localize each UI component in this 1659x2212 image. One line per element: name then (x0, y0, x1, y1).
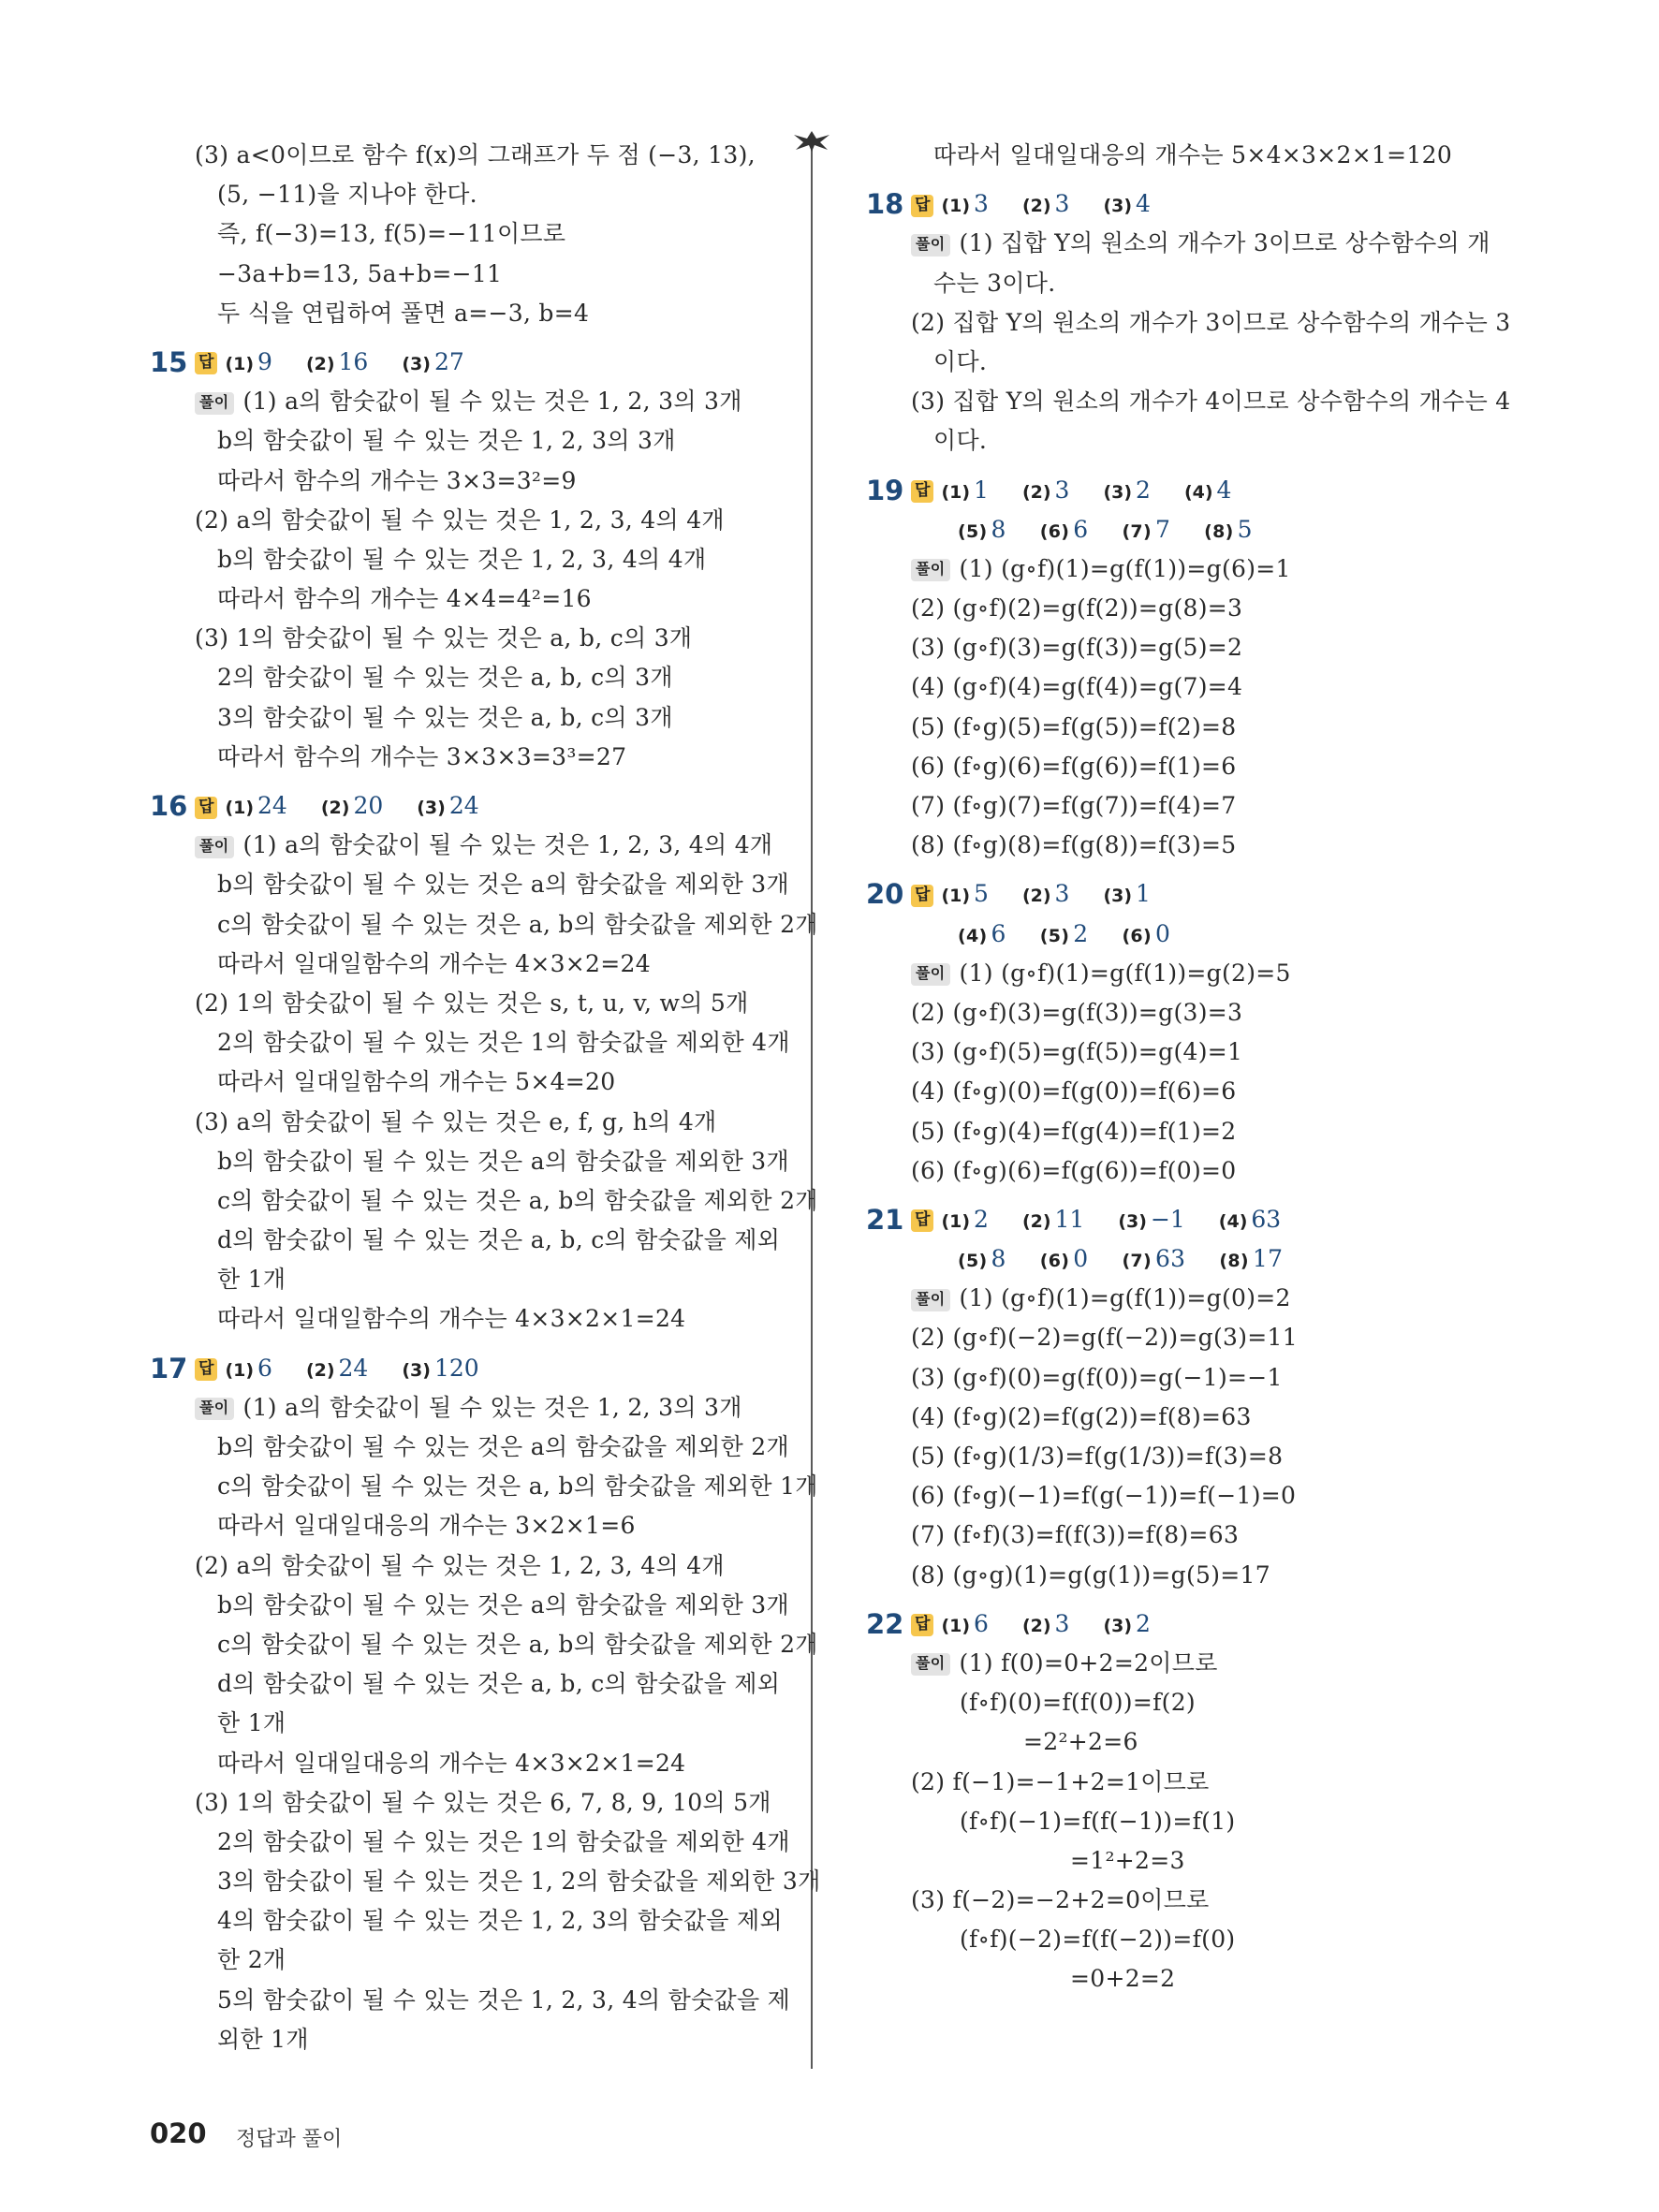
answer-item (1022, 874, 1070, 916)
page-number: 020 (150, 2117, 207, 2149)
answer-item (225, 1349, 272, 1390)
answer-item-label: (6) (1122, 925, 1152, 946)
text-line: (3) (g∘f)(3)=g(f(3))=g(5)=2 (911, 634, 1243, 662)
answer-item-value: 0 (1073, 1245, 1089, 1273)
answer-item (941, 1200, 989, 1241)
text-line: 한 1개 (217, 1709, 286, 1737)
solution-text: (1) (g∘f)(1)=g(f(1))=g(6)=1 (959, 554, 1291, 582)
solution-line (150, 382, 786, 421)
text-line: 3의 함숫값이 될 수 있는 것은 a, b, c의 3개 (217, 703, 673, 731)
answer-item (1103, 471, 1151, 512)
solution-tag: 풀이 (911, 1289, 950, 1311)
question-header (866, 1200, 1512, 1239)
answer-item-label: (6) (1039, 1251, 1070, 1272)
answer-item (1184, 471, 1232, 512)
question-number: 21 (866, 1203, 904, 1236)
text-line: 4의 함숫값이 될 수 있는 것은 1, 2, 3의 함숫값을 제외 (217, 1907, 783, 1935)
answer-item-value: 9 (257, 347, 272, 375)
solution-tag: 풀이 (911, 1653, 950, 1676)
text-line: 이다. (933, 427, 988, 455)
answer-item-value: 8 (991, 515, 1006, 543)
answer-item-value: 3 (1054, 476, 1070, 504)
left-column (150, 136, 821, 2059)
answer-item-label: (1) (941, 481, 971, 503)
text-line: 2의 함숫값이 될 수 있는 것은 1의 함숫값을 제외한 4개 (217, 1029, 790, 1057)
text-line: (2) a의 함숫값이 될 수 있는 것은 1, 2, 3, 4의 4개 (195, 1551, 725, 1579)
text-line: (7) (f∘f)(3)=f(f(3))=f(8)=63 (911, 1521, 1240, 1549)
question-number: 18 (866, 188, 904, 221)
answer-item-label: (3) (1103, 481, 1133, 503)
answer-item-value: 17 (1252, 1245, 1284, 1273)
text-line: (2) (g∘f)(−2)=g(f(−2))=g(3)=11 (911, 1324, 1298, 1352)
solution-tag: 풀이 (911, 234, 950, 256)
answer-tag: 답 (195, 797, 217, 819)
text-line: b의 함숫값이 될 수 있는 것은 a의 함숫값을 제외한 2개 (217, 1433, 789, 1460)
answer-tag: 답 (911, 1209, 933, 1232)
answer-item-value: 3 (1054, 1609, 1070, 1637)
text-line: =1²+2=3 (1070, 1846, 1185, 1874)
answer-item-value: −1 (1150, 1205, 1185, 1233)
column-divider (811, 140, 813, 2069)
right-column (866, 136, 1512, 2000)
text-line: (2) a의 함숫값이 될 수 있는 것은 1, 2, 3, 4의 4개 (195, 505, 725, 534)
answer-item-label: (1) (941, 196, 971, 217)
answer-item-value: 8 (991, 1245, 1006, 1273)
question-header (150, 786, 786, 826)
question-number: 17 (150, 1352, 188, 1384)
answer-list (195, 786, 513, 828)
text-line: (6) (f∘g)(6)=f(g(6))=f(1)=6 (911, 752, 1237, 780)
solution-line (866, 1644, 1512, 1683)
page-label: 정답과 풀이 (236, 2128, 343, 2151)
solution-text: (1) a의 함숫값이 될 수 있는 것은 1, 2, 3의 3개 (242, 1393, 742, 1421)
answer-item-value: 6 (974, 1609, 989, 1637)
answer-item-label: (2) (1021, 886, 1051, 907)
question-number: 22 (866, 1607, 904, 1640)
answer-item (225, 343, 272, 384)
answer-item-label: (1) (941, 1615, 971, 1636)
answer-item-value: 7 (1154, 515, 1171, 543)
answer-item-value: 3 (1054, 880, 1070, 908)
answer-item-value: 63 (1154, 1245, 1186, 1273)
answer-item (1103, 184, 1151, 226)
question-header (866, 184, 1512, 224)
answer-item (1040, 1239, 1089, 1281)
text-line: (5) (f∘g)(1/3)=f(g(1/3))=f(3)=8 (911, 1443, 1284, 1470)
answer-list (911, 184, 1184, 226)
answer-item-label: (2) (320, 798, 350, 818)
solution-text: (1) (g∘f)(1)=g(f(1))=g(2)=5 (959, 959, 1291, 987)
text-line: 따라서 함수의 개수는 3×3×3=3³=27 (217, 742, 627, 770)
solution-line (150, 1388, 786, 1428)
answer-item-value: 5 (974, 880, 989, 908)
answer-item-value: 4 (1136, 190, 1151, 218)
answer-list (195, 343, 498, 384)
text-line: (3) 1의 함숫값이 될 수 있는 것은 a, b, c의 3개 (195, 624, 693, 652)
text-line: (3) 집합 Y의 원소의 개수가 4이므로 상수함수의 개수는 4 (911, 388, 1511, 416)
answer-item-value: 27 (433, 347, 464, 375)
answer-item (417, 786, 478, 828)
solution-tag: 풀이 (195, 392, 234, 415)
solution-tag: 풀이 (911, 963, 950, 986)
answer-item-label: (7) (1122, 1251, 1152, 1272)
text-line: (2) 집합 Y의 원소의 개수가 3이므로 상수함수의 개수는 3 (911, 308, 1511, 336)
answer-tag: 답 (911, 885, 933, 907)
answer-item (306, 343, 368, 384)
text-line: 2의 함숫값이 될 수 있는 것은 1의 함숫값을 제외한 4개 (217, 1827, 790, 1855)
text-line: 5의 함숫값이 될 수 있는 것은 1, 2, 3, 4의 함숫값을 제 (217, 1985, 791, 2014)
answer-item (958, 510, 1006, 551)
answer-item-value: 2 (974, 1205, 989, 1233)
answer-item (225, 786, 286, 828)
answer-item (1022, 184, 1070, 226)
text-line: (f∘f)(0)=f(f(0))=f(2) (960, 1689, 1196, 1717)
text-line: (3) a<0이므로 함수 f(x)의 그래프가 두 점 (−3, 13), (195, 141, 756, 168)
answer-item-label: (2) (305, 353, 335, 374)
text-line: (7) (f∘g)(7)=f(g(7))=f(4)=7 (911, 792, 1237, 819)
text-line: 이다. (933, 347, 988, 375)
answer-item (958, 915, 1006, 956)
text-line: 두 식을 연립하여 풀면 a=−3, b=4 (217, 299, 590, 327)
answer-item-label: (2) (305, 1359, 335, 1381)
answer-item-value: 11 (1054, 1205, 1085, 1233)
solution-text: (1) f(0)=0+2=2이므로 (959, 1648, 1218, 1677)
answer-item (1103, 874, 1151, 916)
answer-item (306, 1349, 368, 1390)
text-line: 따라서 일대일함수의 개수는 5×4=20 (217, 1068, 616, 1096)
answer-item-label: (8) (1219, 1251, 1249, 1272)
answer-item-label: (4) (1183, 481, 1213, 503)
text-line: 따라서 일대일대응의 개수는 4×3×2×1=24 (217, 1749, 686, 1777)
answer-item-label: (3) (402, 1359, 431, 1381)
text-line: (2) (g∘f)(3)=g(f(3))=g(3)=3 (911, 998, 1243, 1026)
answer-item (321, 786, 383, 828)
text-line: d의 함숫값이 될 수 있는 것은 a, b, c의 함숫값을 제외 (217, 1670, 781, 1698)
answer-item-label: (3) (417, 798, 446, 818)
answer-item-label: (2) (1021, 196, 1051, 217)
answer-item-label: (3) (402, 353, 431, 374)
text-line: (5, −11)을 지나야 한다. (217, 181, 477, 209)
answer-item-label: (3) (1103, 1615, 1133, 1636)
answer-list-continued (866, 1239, 1512, 1279)
answer-item-value: 6 (991, 919, 1006, 947)
text-line: (2) 1의 함숫값이 될 수 있는 것은 s, t, u, v, w의 5개 (195, 989, 749, 1017)
text-line: c의 함숫값이 될 수 있는 것은 a, b의 함숫값을 제외한 2개 (217, 1630, 818, 1658)
answer-item-label: (5) (958, 1251, 988, 1272)
answer-item-label: (6) (1039, 520, 1070, 542)
answer-item-label: (2) (1021, 1615, 1051, 1636)
answer-item-value: 0 (1154, 919, 1171, 947)
text-line: c의 함숫값이 될 수 있는 것은 a, b의 함숫값을 제외한 2개 (217, 910, 818, 938)
answer-item (1040, 510, 1089, 551)
divider-ornament-icon (792, 129, 831, 154)
answer-item-label: (5) (1039, 925, 1070, 946)
text-line: (4) (g∘f)(4)=g(f(4))=g(7)=4 (911, 673, 1243, 701)
text-line: 따라서 함수의 개수는 4×4=4²=16 (217, 585, 592, 613)
answer-item (402, 1349, 478, 1390)
answer-item (1122, 510, 1170, 551)
question-header (866, 874, 1512, 914)
text-line: (3) (g∘f)(0)=g(f(0))=g(−1)=−1 (911, 1363, 1283, 1391)
answer-item (941, 184, 989, 226)
solution-text: (1) 집합 Y의 원소의 개수가 3이므로 상수함수의 개 (959, 229, 1490, 257)
answer-item (1022, 1200, 1084, 1241)
answer-item (1022, 471, 1070, 512)
answer-list (195, 1349, 513, 1390)
answer-item-label: (4) (958, 925, 988, 946)
answer-item-value: 1 (974, 476, 989, 504)
answer-item-value: 2 (1136, 476, 1151, 504)
text-line: d의 함숫값이 될 수 있는 것은 a, b, c의 함숫값을 제외 (217, 1226, 781, 1254)
answer-list (911, 1200, 1314, 1241)
answer-tag: 답 (195, 352, 217, 374)
text-line: (2) (g∘f)(2)=g(f(2))=g(8)=3 (911, 594, 1243, 623)
answer-list-continued (866, 915, 1512, 954)
answer-item (402, 343, 463, 384)
answer-tag: 답 (911, 480, 933, 503)
answer-item (1040, 915, 1089, 956)
text-line: (4) (f∘g)(2)=f(g(2))=f(8)=63 (911, 1402, 1252, 1430)
answer-item-value: 24 (338, 1354, 369, 1382)
answer-item-value: 2 (1136, 1609, 1151, 1637)
solution-line (866, 224, 1512, 263)
text-line: 따라서 일대일대응의 개수는 3×2×1=6 (217, 1512, 636, 1540)
text-line: 따라서 함수의 개수는 3×3=3²=9 (217, 466, 577, 494)
answer-item-value: 2 (1073, 919, 1089, 947)
text-line: c의 함숫값이 될 수 있는 것은 a, b의 함숫값을 제외한 1개 (217, 1472, 818, 1501)
answer-item-value: 3 (1054, 190, 1070, 218)
text-line: 한 1개 (217, 1266, 286, 1294)
question-number: 20 (866, 878, 904, 911)
text-line: 따라서 일대일함수의 개수는 4×3×2×1=24 (217, 1305, 686, 1333)
answer-list (911, 1604, 1184, 1646)
answer-item-value: 63 (1251, 1205, 1282, 1233)
question-header (866, 471, 1512, 510)
text-line: =0+2=2 (1070, 1965, 1176, 1993)
solution-line (866, 549, 1512, 589)
answer-item-label: (1) (941, 1210, 971, 1232)
answer-item-label: (5) (958, 520, 988, 542)
question-header (150, 1349, 786, 1388)
solution-tag: 풀이 (911, 559, 950, 581)
text-line: 한 2개 (217, 1946, 286, 1974)
answer-list-continued (866, 510, 1512, 549)
answer-tag: 답 (911, 1614, 933, 1636)
question-header (150, 343, 786, 382)
text-line: b의 함숫값이 될 수 있는 것은 a의 함숫값을 제외한 3개 (217, 1590, 789, 1619)
question-number: 15 (150, 345, 188, 378)
answer-item (941, 874, 989, 916)
text-line: −3a+b=13, 5a+b=−11 (217, 259, 503, 287)
question-number: 19 (866, 474, 904, 506)
answer-item-label: (4) (1218, 1210, 1248, 1232)
solution-line (866, 1279, 1512, 1318)
answer-item-value: 4 (1216, 476, 1232, 504)
answer-item (1219, 1239, 1283, 1281)
solution-tag: 풀이 (195, 1398, 234, 1420)
answer-item-label: (1) (225, 353, 255, 374)
text-line: (2) f(−1)=−1+2=1이므로 (911, 1767, 1210, 1795)
question-number: 16 (150, 790, 188, 822)
solution-line (866, 954, 1512, 993)
text-line: (5) (f∘g)(5)=f(g(5))=f(2)=8 (911, 712, 1237, 740)
solution-text: (1) (g∘f)(1)=g(f(1))=g(0)=2 (959, 1284, 1291, 1312)
answer-item-value: 5 (1237, 515, 1253, 543)
text-line: (3) a의 함숫값이 될 수 있는 것은 e, f, g, h의 4개 (195, 1107, 717, 1135)
text-line: b의 함숫값이 될 수 있는 것은 a의 함숫값을 제외한 3개 (217, 1147, 789, 1175)
solution-text: (1) a의 함숫값이 될 수 있는 것은 1, 2, 3의 3개 (242, 388, 742, 416)
answer-item-value: 16 (338, 347, 369, 375)
answer-item (1122, 1239, 1185, 1281)
text-line: (5) (f∘g)(4)=f(g(4))=f(1)=2 (911, 1117, 1237, 1145)
answer-item (941, 1604, 989, 1646)
text-line: (3) (g∘f)(5)=g(f(5))=g(4)=1 (911, 1038, 1243, 1066)
text-line: 외한 1개 (217, 2025, 309, 2053)
text-line: (f∘f)(−2)=f(f(−2))=f(0) (960, 1926, 1236, 1954)
solution-tag: 풀이 (195, 836, 234, 858)
answer-item-value: 120 (433, 1354, 479, 1382)
answer-item (1118, 1200, 1184, 1241)
answer-item-value: 24 (257, 792, 287, 819)
text-line: b의 함숫값이 될 수 있는 것은 1, 2, 3의 3개 (217, 427, 676, 455)
answer-item-value: 6 (257, 1354, 272, 1382)
text-line: (f∘f)(−1)=f(f(−1))=f(1) (960, 1807, 1236, 1835)
solution-text: (1) a의 함숫값이 될 수 있는 것은 1, 2, 3, 4의 4개 (242, 831, 773, 859)
answer-item (958, 1239, 1006, 1281)
text-line: 2의 함숫값이 될 수 있는 것은 a, b, c의 3개 (217, 664, 673, 692)
answer-item-value: 6 (1073, 515, 1089, 543)
answer-item-value: 1 (1136, 880, 1151, 908)
text-line: (8) (g∘g)(1)=g(g(1))=g(5)=17 (911, 1560, 1270, 1589)
text-line: (4) (f∘g)(0)=f(g(0))=f(6)=6 (911, 1077, 1237, 1106)
text-line: c의 함숫값이 될 수 있는 것은 a, b의 함숫값을 제외한 2개 (217, 1186, 818, 1214)
answer-item (1022, 1604, 1070, 1646)
answer-item (1122, 915, 1170, 956)
answer-item (941, 471, 989, 512)
answer-item-value: 3 (974, 190, 989, 218)
answer-item-label: (8) (1204, 520, 1234, 542)
text-line: 따라서 일대일대응의 개수는 5×4×3×2×1=120 (933, 141, 1453, 168)
answer-item-label: (2) (1021, 481, 1051, 503)
text-line: b의 함숫값이 될 수 있는 것은 1, 2, 3, 4의 4개 (217, 545, 707, 573)
solution-line (150, 826, 786, 865)
answer-list (911, 471, 1265, 512)
text-line: 따라서 일대일함수의 개수는 4×3×2=24 (217, 949, 651, 977)
answer-item (1103, 1604, 1151, 1646)
answer-list (911, 874, 1184, 916)
text-line: (3) 1의 함숫값이 될 수 있는 것은 6, 7, 8, 9, 10의 5개 (195, 1788, 771, 1816)
answer-tag: 답 (911, 195, 933, 217)
answer-item-label: (1) (225, 1359, 255, 1381)
answer-item-label: (1) (225, 798, 255, 818)
answer-item-label: (1) (941, 886, 971, 907)
question-header (866, 1604, 1512, 1644)
text-line: (8) (f∘g)(8)=f(g(8))=f(3)=5 (911, 831, 1237, 859)
answer-item-label: (2) (1021, 1210, 1051, 1232)
answer-item-value: 20 (353, 792, 384, 819)
text-line: (3) f(−2)=−2+2=0이므로 (911, 1886, 1210, 1914)
text-line: b의 함숫값이 될 수 있는 것은 a의 함숫값을 제외한 3개 (217, 871, 789, 899)
answer-item-label: (3) (1103, 886, 1133, 907)
answer-item (1204, 510, 1253, 551)
answer-tag: 답 (195, 1358, 217, 1381)
text-line: 즉, f(−3)=13, f(5)=−11이므로 (217, 220, 566, 248)
text-line: =2²+2=6 (1023, 1728, 1138, 1756)
text-line: (6) (f∘g)(−1)=f(g(−1))=f(−1)=0 (911, 1482, 1297, 1510)
answer-item (1219, 1200, 1281, 1241)
answer-item-label: (3) (1103, 196, 1133, 217)
answer-item-label: (7) (1122, 520, 1152, 542)
text-line: (6) (f∘g)(6)=f(g(6))=f(0)=0 (911, 1156, 1237, 1184)
text-line: 3의 함숫값이 될 수 있는 것은 1, 2의 함숫값을 제외한 3개 (217, 1868, 821, 1896)
text-line: 수는 3이다. (933, 269, 1056, 297)
answer-item-label: (3) (1118, 1210, 1147, 1232)
answer-item-value: 24 (448, 792, 479, 819)
